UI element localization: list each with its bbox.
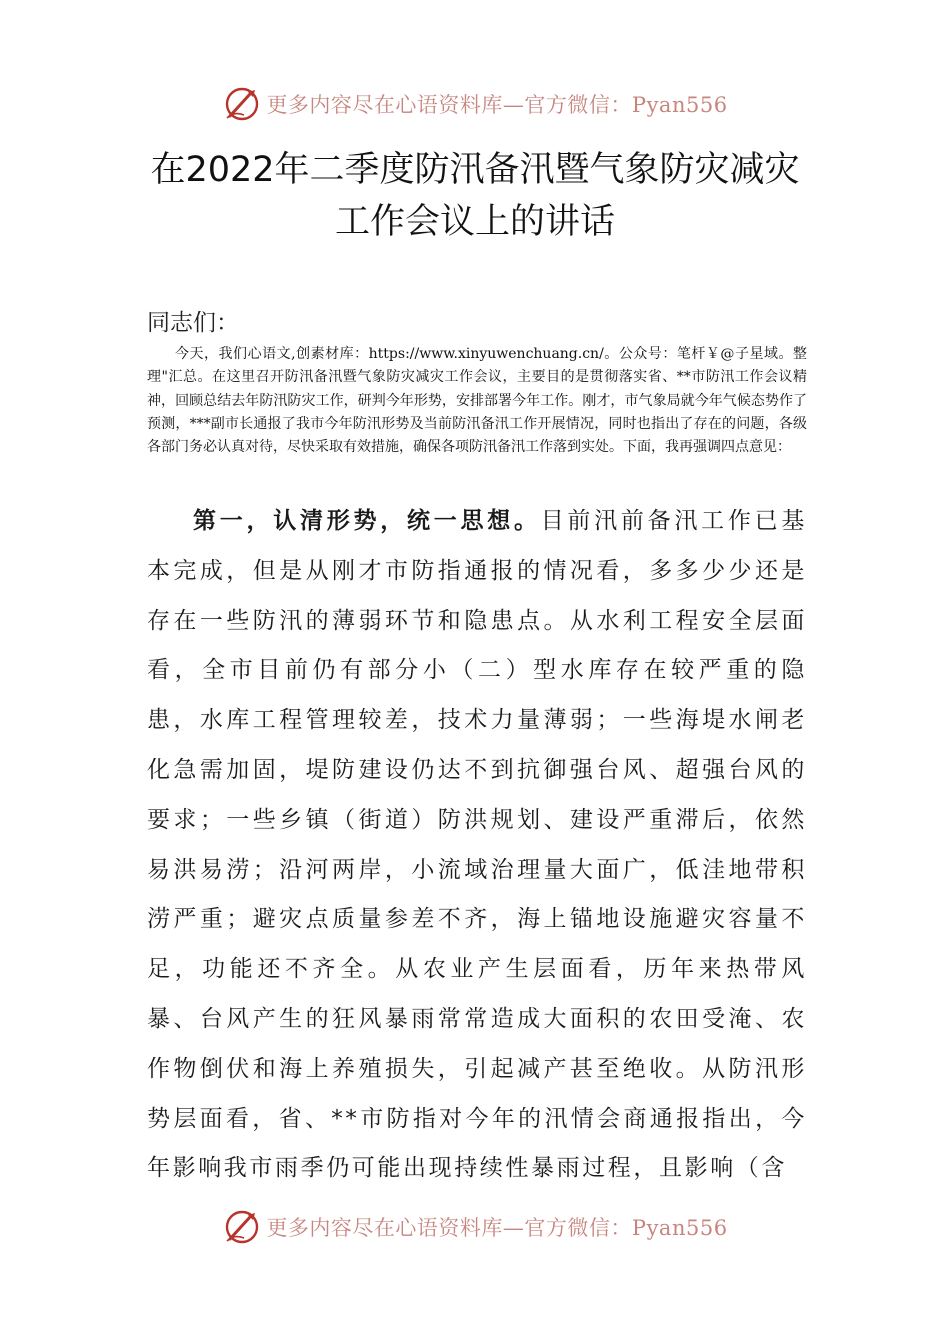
title-line-2: 工作会议上的讲话 xyxy=(334,202,615,242)
section-1-heading: 第一，认清形势，统一思想。 xyxy=(193,508,541,534)
banner-text: 更多内容尽在心语资料库—官方微信：Pyan556 xyxy=(266,1216,728,1240)
footer-watermark-banner xyxy=(0,1205,950,1249)
document-title xyxy=(100,144,850,248)
salutation: 同志们： xyxy=(147,310,239,336)
header-watermark-banner xyxy=(0,82,950,126)
section-1-paragraph xyxy=(147,497,807,1194)
banner-text: 更多内容尽在心语资料库—官方微信：Pyan556 xyxy=(266,93,728,117)
pen-logo-icon xyxy=(222,84,262,124)
section-1-text: 目前汛前备汛工作已基本完成，但是从刚才市防指通报的情况看，多多少少还是存在一些防汛的薄弱环节和隐患点。从水利工程安全层面看，全市目前仍有部分小（二）型水库存在较严重的隐患，水库工程管理较差，技术力量薄弱；一些海堤水闸老化急需加固，堤防建设仍达不到抗御强台风、超强台风的要求；一些乡镇（街道）防洪规划、建设严重滞后，依然易洪易涝；沿河两岸，小流域治理量大面广，低洼地带积涝严重；避灾点质量参差不齐，海上锚地设施避灾容量不足，功能还不齐全。从农业产生层面看，历年来热带风暴、台风产生的狂风暴雨常常造成大面积的农田受淹、农作物倒伏和海上养殖损失，引起减产甚至绝收。从防汛形势层面看，省、**市防指对今年的汛情会商通报指出，今年影响我市雨季仍可能出现持续性暴雨过程，且影响（含 xyxy=(147,508,807,1182)
pen-logo-icon xyxy=(222,1207,262,1247)
intro-paragraph: 今天，我们心语文,创素材库：https://www.xinyuwenchuang.cn/。公众号：笔杆￥@子星域。整理"汇总。在这里召开防汛备汛暨气象防灾减灾工作会议，主要目的是贯彻落实省、**市防汛工作会议精神，回顾总结去年防汛防灾工作，研判今年形势，安排部署今年工作。刚才，市气象局就今年气候态势作了预测，***副市长通报了我市今年防汛形势及当前防汛备汛工作开展情况，同时也指出了存在的问题，各级各部门务必认真对待，尽快采取有效措施，确保各项防汛备汛工作落到实处。下面，我再强调四点意见： xyxy=(147,346,807,456)
title-line-1: 在2022年二季度防汛备汛暨气象防灾减灾 xyxy=(150,150,800,190)
